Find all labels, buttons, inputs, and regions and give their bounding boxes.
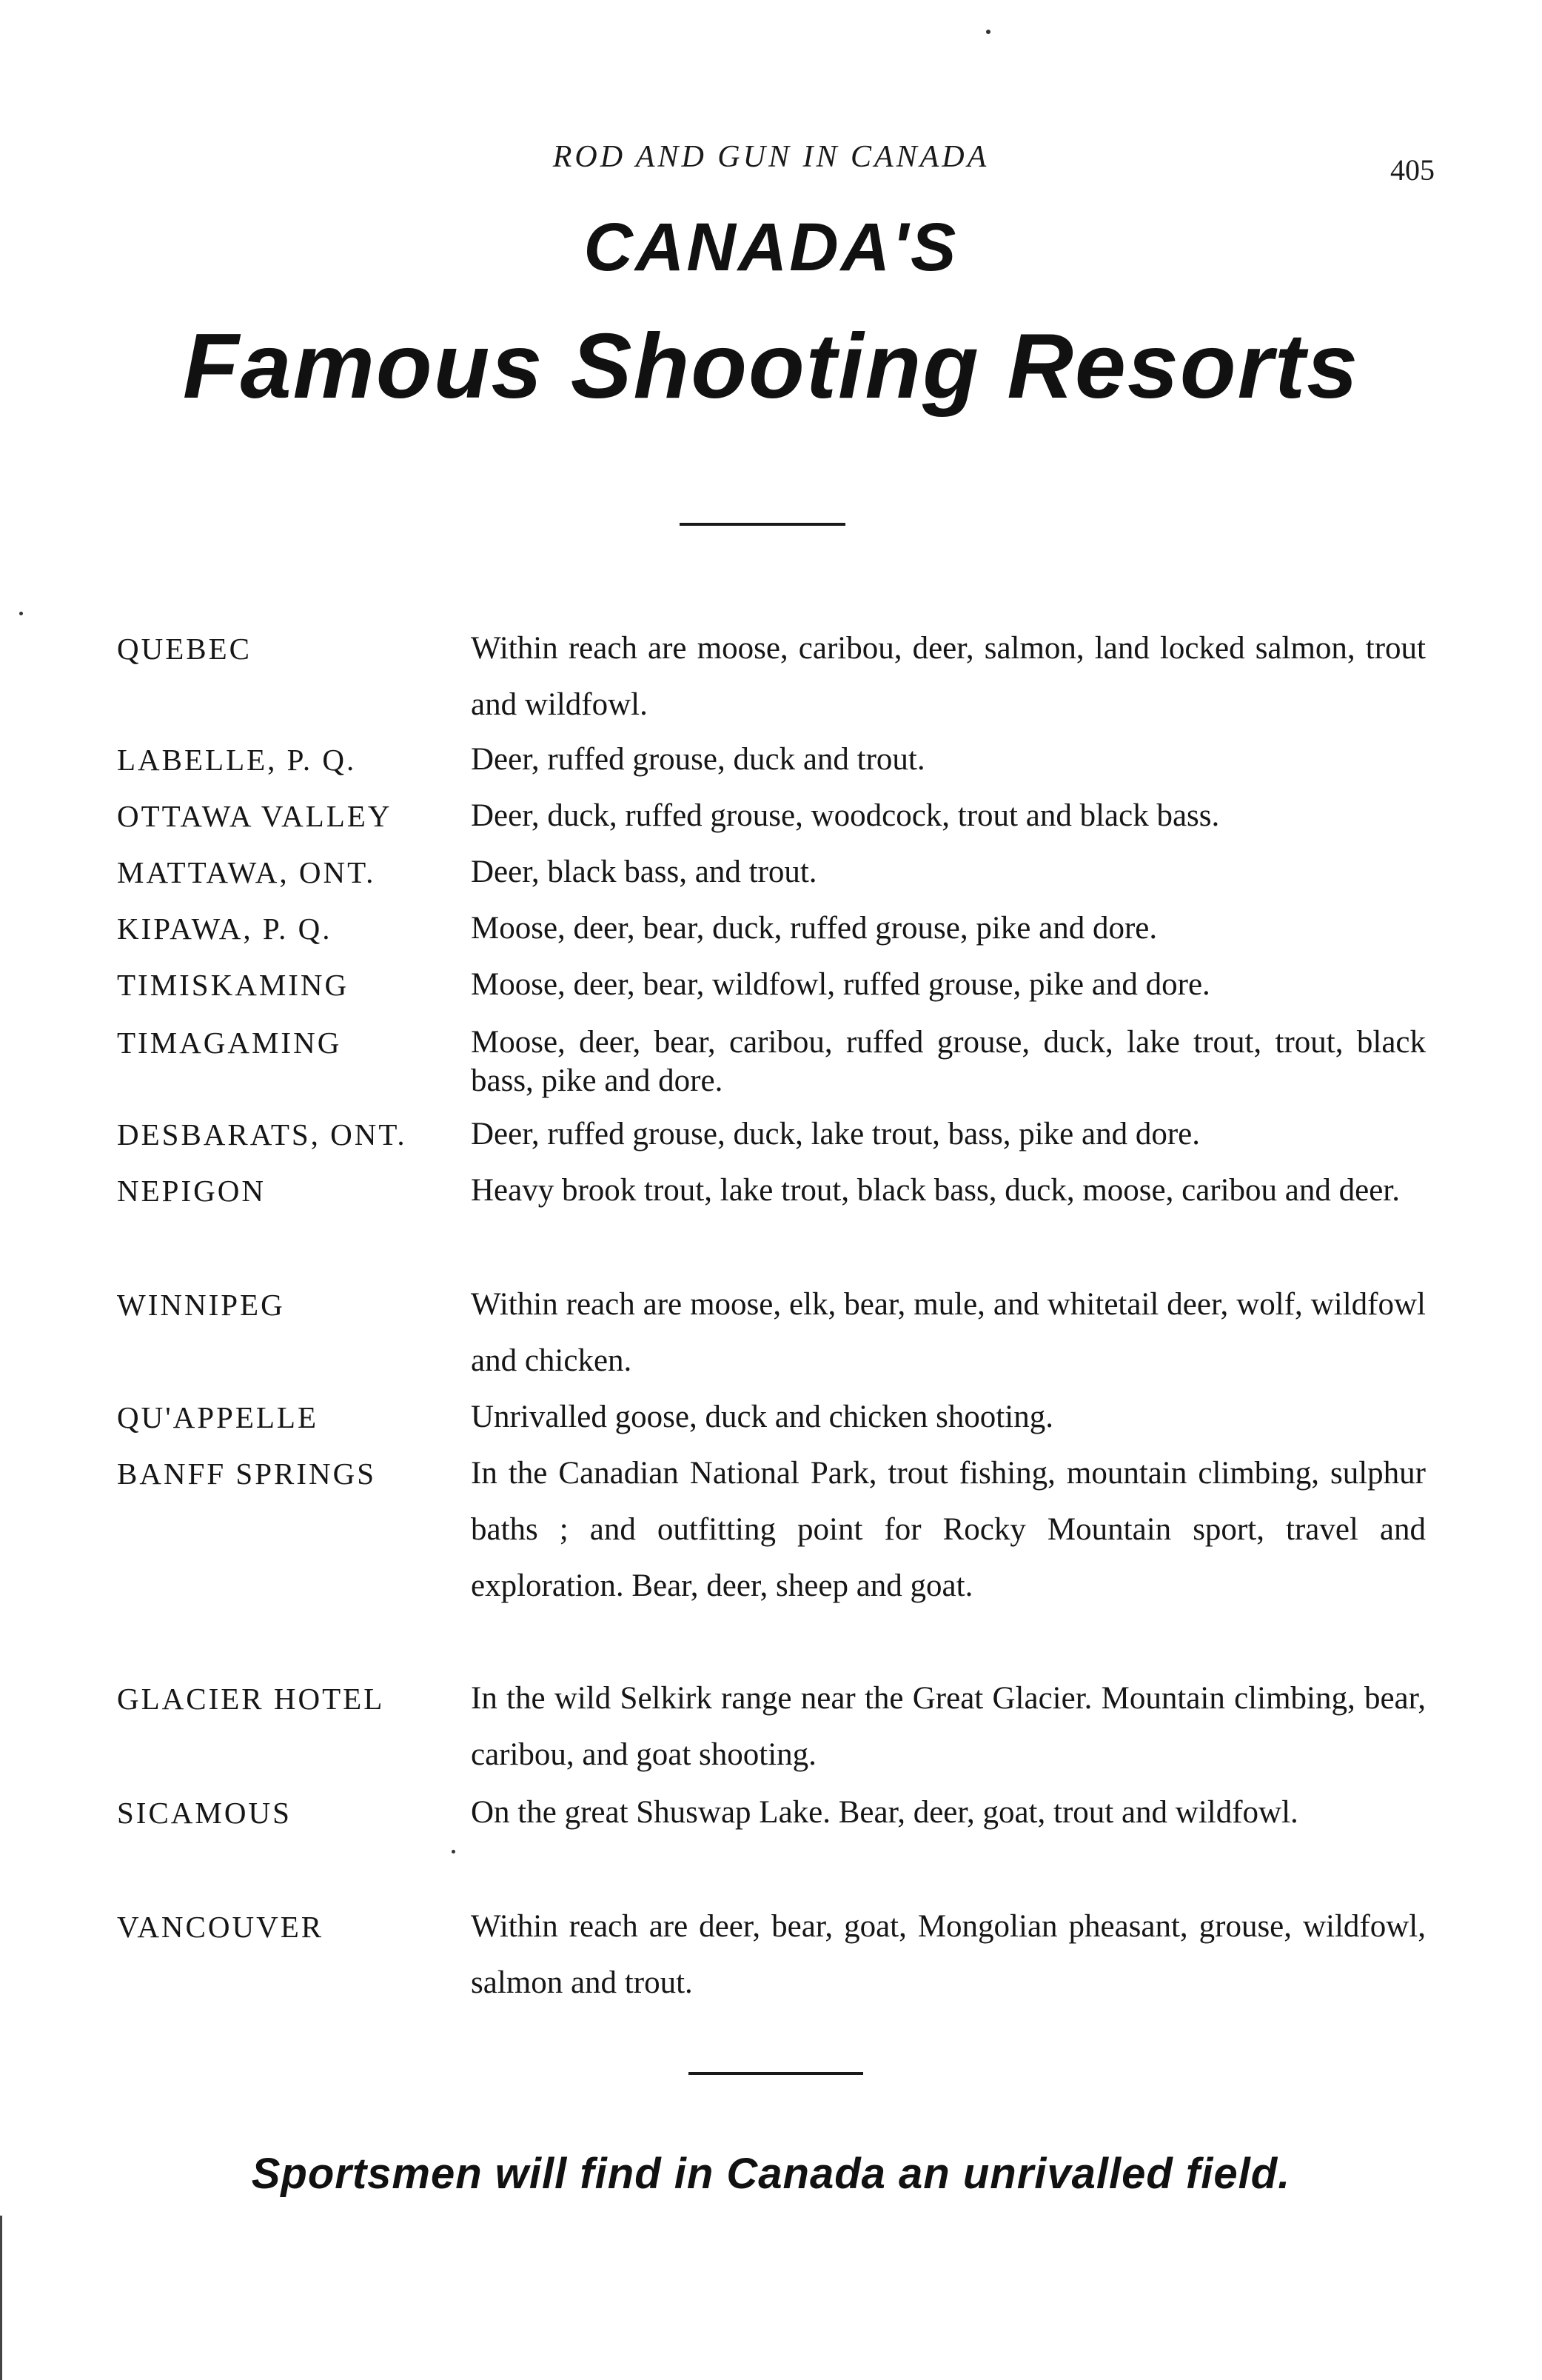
running-head: ROD AND GUN IN CANADA	[552, 140, 990, 174]
print-speck	[452, 1850, 455, 1853]
place-name: KIPAWA, P. Q.	[117, 912, 332, 946]
place-name: NEPIGON	[117, 1174, 266, 1208]
place-description: Deer, duck, ruffed grouse, woodcock, trout and black bass.	[471, 798, 1220, 833]
place-description: Deer, black bass, and trout.	[471, 855, 817, 889]
headline-canadas: CANADA'S	[583, 210, 959, 285]
place-description: Within reach are moose, caribou, deer, salmon, land locked salmon, trout and wildfowl.	[471, 631, 1426, 722]
place-description: Within reach are deer, bear, goat, Mongolian pheasant, grouse, wildfowl, salmon and trout.	[471, 1909, 1426, 2000]
scan-edge-line	[0, 2216, 2, 2380]
print-speck	[986, 30, 990, 34]
place-name: DESBARATS, ONT.	[117, 1117, 407, 1151]
divider-rule-bottom	[688, 2072, 863, 2075]
page-number: 405	[1390, 153, 1435, 187]
place-description: Moose, deer, bear, caribou, ruffed grouse, duck, lake trout, trout, black bass, pike and dore.	[471, 1025, 1426, 1098]
place-name: TIMISKAMING	[117, 968, 349, 1002]
place-name: QU'APPELLE	[117, 1400, 318, 1434]
place-name: SICAMOUS	[117, 1796, 292, 1830]
closing-tagline: Sportsmen will find in Canada an unrivalled field.	[251, 2150, 1291, 2198]
place-name: QUEBEC	[117, 632, 252, 666]
place-name: TIMAGAMING	[117, 1026, 342, 1060]
place-description: On the great Shuswap Lake. Bear, deer, goat, trout and wildfowl.	[471, 1795, 1298, 1830]
place-description: In the Canadian National Park, trout fishing, mountain climbing, sulphur baths ; and outfitting point for Rocky Mountain sport, travel and exploration. Bear, deer, sheep and goat.	[471, 1456, 1426, 1603]
place-description: Heavy brook trout, lake trout, black bass, duck, moose, caribou and deer.	[471, 1173, 1400, 1208]
place-description: Moose, deer, bear, wildfowl, ruffed grouse, pike and dore.	[471, 967, 1210, 1002]
place-description: Within reach are moose, elk, bear, mule, and whitetail deer, wolf, wildfowl and chicken.	[471, 1287, 1426, 1378]
place-name: VANCOUVER	[117, 1910, 324, 1944]
place-name: BANFF SPRINGS	[117, 1457, 377, 1491]
place-description: Unrivalled goose, duck and chicken shooting.	[471, 1400, 1053, 1434]
headline-famous-shooting-resorts: Famous Shooting Resorts	[182, 315, 1360, 418]
place-name: WINNIPEG	[117, 1288, 285, 1322]
place-description: Deer, ruffed grouse, duck, lake trout, bass, pike and dore.	[471, 1117, 1200, 1151]
place-name: OTTAWA VALLEY	[117, 799, 392, 833]
place-description: Deer, ruffed grouse, duck and trout.	[471, 742, 925, 777]
place-name: GLACIER HOTEL	[117, 1682, 385, 1716]
place-description: Moose, deer, bear, duck, ruffed grouse, pike and dore.	[471, 911, 1158, 946]
print-speck	[19, 612, 23, 615]
place-name: MATTAWA, ONT.	[117, 855, 376, 889]
place-description: In the wild Selkirk range near the Great Glacier. Mountain climbing, bear, caribou, and goat shooting.	[471, 1681, 1426, 1772]
place-name: LABELLE, P. Q.	[117, 743, 357, 777]
